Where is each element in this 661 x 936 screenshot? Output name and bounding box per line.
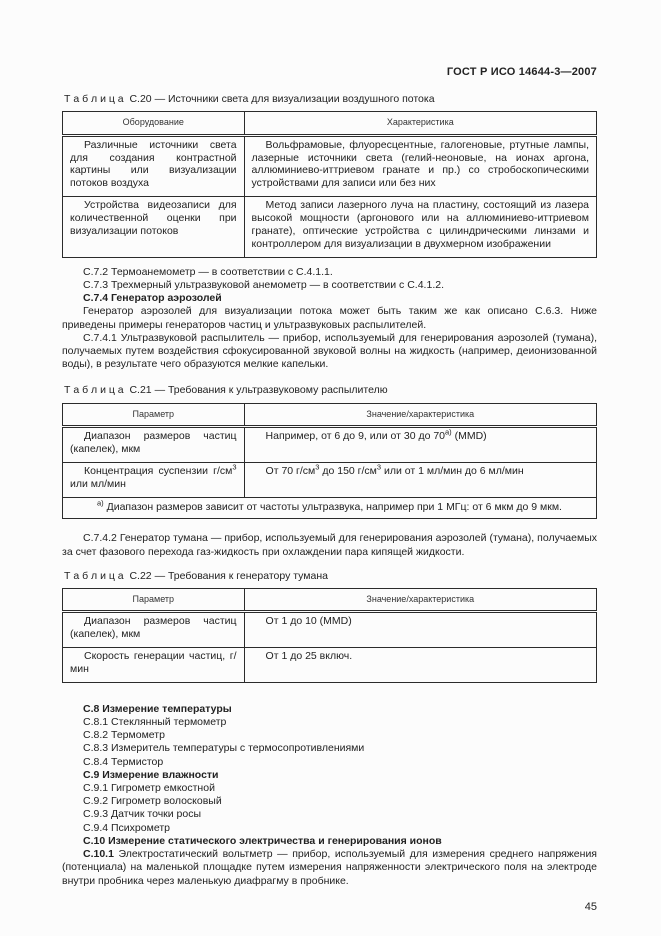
table-header-row <box>63 589 597 612</box>
table-caption <box>64 93 597 106</box>
paragraph: С.10 Измерение статического электричества и генерирования ионов <box>83 834 442 847</box>
column-header: Параметр <box>63 589 245 612</box>
table-row <box>63 197 597 258</box>
paragraph: С.10.1 Электростатический вольтметр — прибор, используемый для измерения среднего напряжения (потенциала) на маленькой площадке путем измерения напряженности электрического поля на электроде внутри пробника через маленькую диафрагму в пробнике. <box>62 848 597 887</box>
paragraph: С.7.3 Трехмерный ультразвуковой анемометр — в соответствии с С.4.1.2. <box>83 279 444 292</box>
table-header-row <box>63 112 597 135</box>
table-caption-label: Т а б л и ц а <box>64 569 124 582</box>
column-header: Значение/характеристика <box>244 589 596 612</box>
value-cell: Вольфрамовые, флуоресцентные, галогеновые, ртутные лампы, лазерные источники света (гелий-неоновые, на ионах аргона, аллюминиево-иттриевом гранате и пр.) со стробоскопическими устройствами для записи или без них <box>244 135 596 197</box>
paragraph: С.8 Измерение температуры <box>83 702 232 715</box>
paragraph: С.9.1 Гигрометр емкостной <box>83 782 215 795</box>
table-row <box>63 462 597 497</box>
table-caption-text: С.20 — Источники света для визуализации воздушного потока <box>129 93 435 106</box>
table-row <box>63 135 597 197</box>
column-header: Значение/характеристика <box>244 403 596 426</box>
table-header-row <box>63 403 597 426</box>
table-caption <box>64 384 597 397</box>
table-row <box>63 426 597 462</box>
paragraph: С.7.4 Генератор аэрозолей <box>83 292 222 305</box>
column-header: Характеристика <box>244 112 596 135</box>
value-cell: От 1 до 10 (MMD) <box>244 612 596 648</box>
param-cell: Диапазон размеров частиц (капелек), мкм <box>63 426 245 462</box>
param-cell: Концентрация суспензии $г/см^3$ или мл/мин <box>63 462 245 497</box>
paragraph: С.9.3 Датчик точки росы <box>83 808 202 821</box>
value-cell: Метод записи лазерного луча на пластину, состоящий из лазера высокой мощности (аргонового или на аллюминиево-иттриевом гранате), оптические устройства с цилиндрическими линзами и контроллером для визуализации в двухмерном изображении <box>244 197 596 258</box>
table-c20-block <box>62 93 597 258</box>
section-c742 <box>62 532 597 558</box>
paragraph: С.7.4.2 Генератор тумана — прибор, используемый для генерирования аэрозолей (тумана), получаемых за счет фазового перехода газ-жидкость при охлаждении пара кипящей жидкости. <box>62 532 597 558</box>
standard-designation: ГОСТ Р ИСО 14644-3—2007 <box>446 66 597 78</box>
table-caption-label: Т а б л и ц а <box>64 93 124 106</box>
paragraph: С.7.4.1 Ультразвуковой распылитель — прибор, используемый для генерирования аэрозолей (тумана), получаемых путем воздействия сфокусированной звуковой волны на жидкость (например, деионизованной воды), в результате чего образуются мелкие капельки. <box>62 331 597 371</box>
footnote-row <box>63 497 597 519</box>
section-c7 <box>62 266 597 372</box>
table-c22-block <box>62 570 597 683</box>
table-c21-block <box>62 384 597 519</box>
paragraph: С.9.4 Психрометр <box>83 821 170 834</box>
paragraph: С.8.2 Термометр <box>83 729 165 742</box>
table-caption-text: С.21 — Требования к ультразвуковому распылителю <box>129 384 388 397</box>
paragraph: С.9 Измерение влажности <box>83 768 219 781</box>
param-cell: Диапазон размеров частиц (капелек), мкм <box>63 612 245 648</box>
footnote-cell: $^{а)}$ Диапазон размеров зависит от частоты ультразвука, например при 1 МГц: от 6 мкм до 9 мкм. <box>63 497 597 519</box>
section-c8-c10 <box>62 703 597 888</box>
paragraph: С.8.1 Стеклянный термометр <box>83 716 227 729</box>
value-cell: От 1 до 25 включ. <box>244 648 596 683</box>
column-header: Параметр <box>63 403 245 426</box>
paragraph: Генератор аэрозолей для визуализации потока может быть таким же как описано С.6.3. Ниже приведены примеры генераторов частиц и ультразвуковых распылителей. <box>62 305 597 331</box>
data-table <box>62 403 597 520</box>
paragraph: С.8.3 Измеритель температуры с термосопротивлениями <box>83 742 365 755</box>
data-table <box>62 588 597 683</box>
table-row <box>63 648 597 683</box>
paragraph: С.7.2 Термоанемометр — в соответствии с С.4.1.1. <box>83 265 333 278</box>
table-row <box>63 612 597 648</box>
table-caption <box>64 570 597 583</box>
value-cell: От 70 $г/см^3$ до 150 $г/см^3$ или от 1 мл/мин до 6 мл/мин <box>244 462 596 497</box>
page-number: 45 <box>584 900 597 913</box>
param-cell: Устройства видеозаписи для количественной оценки при визуализации потоков <box>63 197 245 258</box>
value-cell: Например, от 6 до 9, или от 30 до $70^{а)}$ (MMD) <box>244 426 596 462</box>
param-cell: Различные источники света для создания контрастной картины или визуализации потоков воздуха <box>63 135 245 197</box>
paragraph: С.8.4 Термистор <box>83 755 164 768</box>
column-header: Оборудование <box>63 112 245 135</box>
paragraph: С.9.2 Гигрометр волосковый <box>83 795 222 808</box>
table-caption-label: Т а б л и ц а <box>64 384 124 397</box>
param-cell: Скорость генерации частиц, г/мин <box>63 648 245 683</box>
data-table <box>62 111 597 257</box>
table-caption-text: С.22 — Требования к генератору тумана <box>129 569 328 582</box>
